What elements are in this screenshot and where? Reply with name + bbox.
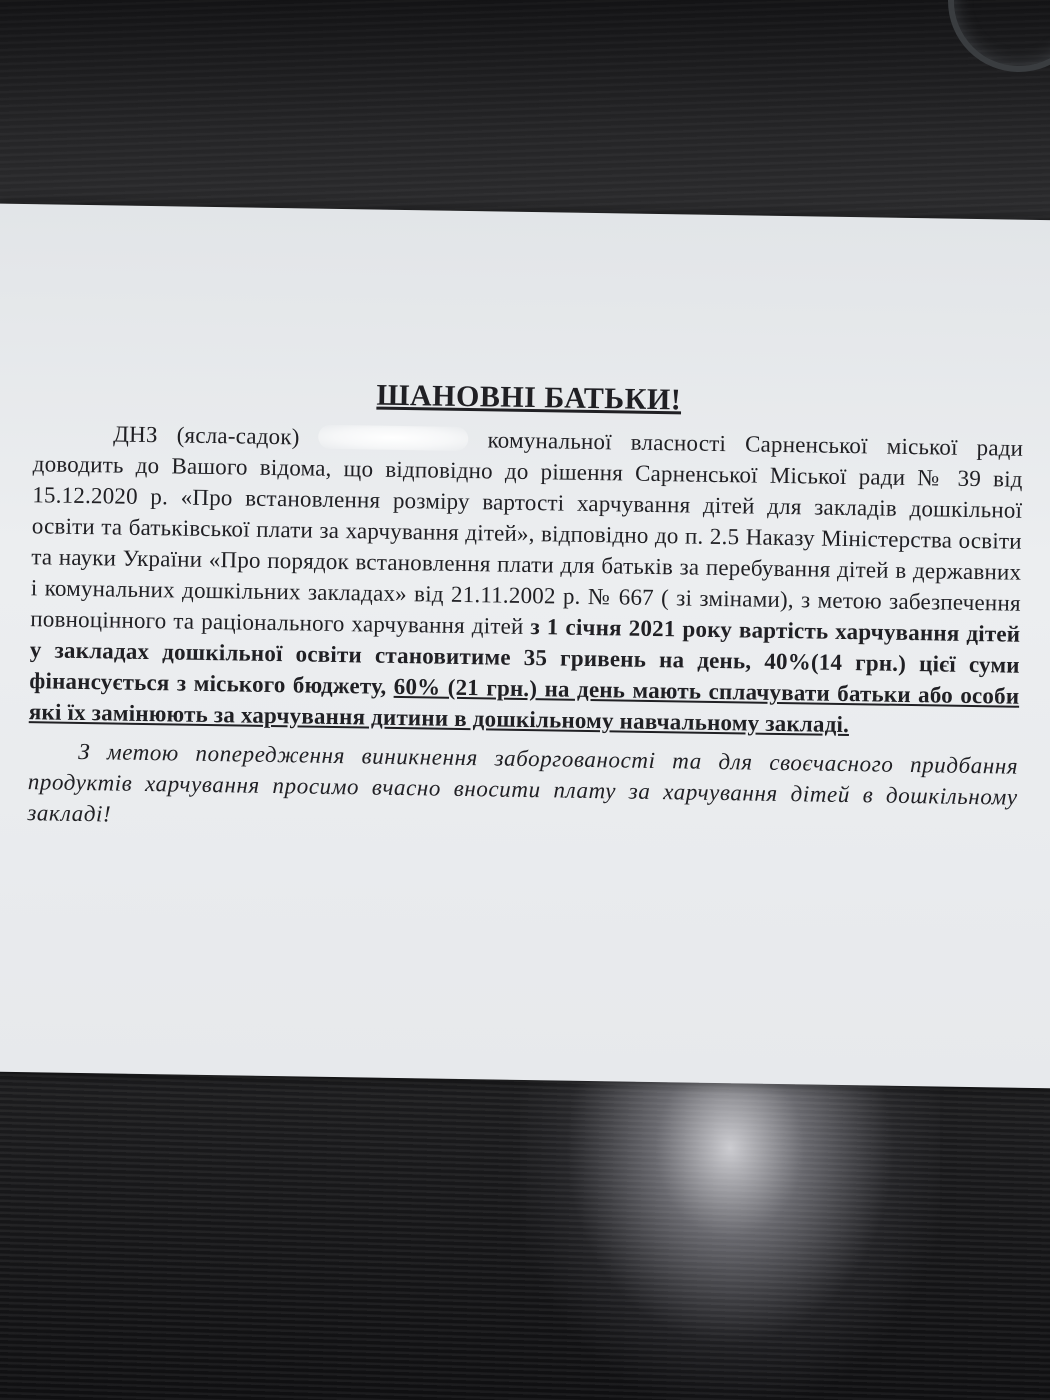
notice-body bbox=[29, 417, 1024, 743]
body-intro: ДНЗ (ясла-садок) bbox=[113, 421, 319, 450]
body-bold-underlined-payment: 60% (21 грн.) на день мають сплачувати батьки або особи які їх замінюють за харчування дитини в дошкільному навчальному закладі. bbox=[28, 673, 1020, 738]
redacted-name bbox=[318, 425, 468, 451]
paper-sheet bbox=[0, 204, 1050, 1089]
notice-content bbox=[27, 374, 1024, 843]
notice-closing: З метою попередження виникнення заборгованості та для своєчасного придбання продуктів харчування просимо вчасно вносити плату за харчування дітей в дошкільному закладі! bbox=[27, 738, 1019, 827]
light-glare bbox=[520, 1040, 940, 1400]
notice-title: ШАНОВНІ БАТЬКИ! bbox=[376, 378, 682, 417]
body-bold-cost: з 1 січня 2021 року вартість харчування дітей у закладах дошкільної освіти становитиме 35 гривень на день, 40%(14 грн.) цієї суми фінансується з міського бюджету, bbox=[29, 614, 1021, 699]
table-surface-top bbox=[0, 0, 1050, 240]
body-main: комунальної власності Сарненської міської ради доводить до Вашого відома, що відповідно до рішення Сарненської Міської ради № 39 від 15.12.2020 р. «Про встановлення розміру вартості харчування дітей для закладів дошкільної освіти та батьківської плати за харчування дітей», відповідно до п. 2.5 Наказу Міністерства освіти та науки України «Про порядок встановлення плати для батьків за перебування дітей в державних і комунальних дошкільних закладах» від 21.11.2002 р. № 667 ( зі змінами), з метою забезпечення повноцінного та раціонального харчування дітей bbox=[30, 427, 1024, 640]
